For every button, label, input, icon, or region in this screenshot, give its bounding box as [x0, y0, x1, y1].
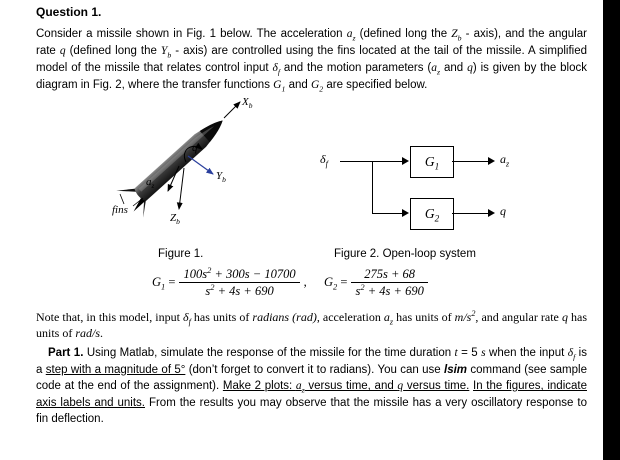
g2-fraction	[351, 267, 427, 299]
yb-axis-arrow	[188, 156, 213, 174]
equations-row	[36, 266, 587, 306]
az-output-label: $a_z$	[500, 152, 510, 169]
g2-block: $G_2$	[410, 198, 454, 230]
xb-axis-arrow	[224, 102, 240, 118]
zb-axis-arrow	[179, 168, 184, 209]
fins-pointer-line	[120, 194, 124, 204]
branch-line	[372, 161, 373, 213]
figure1-caption: Figure 1.	[158, 248, 204, 260]
note-paragraph: Note that, in this model, input $\delta_f$ has units of radians (rad), acceleration $a_z$ has units of $m/s^2$, and angular rate q has units of rad/s.	[36, 309, 587, 340]
g2-denominator: $s^2 + 4s + 690$	[355, 282, 424, 299]
figures-row	[36, 96, 587, 246]
equation-separator: ,	[303, 275, 307, 290]
signal-line	[340, 161, 402, 162]
intro-paragraph: Consider a missile shown in Fig. 1 below. The acceleration $a_z$ (defined long the $Z_b$ - axis), and the angular rate q (defined long the $Y_b$ - axis) are controlled using the fins located at the tail of the missile. A simplified model of the missile that relates control input $\delta_f$ and the motion parameters ($a_z$ and q) is given by the block diagram in Fig. 2, where the transfer functions $G_1$ and $G_2$ are specified below.	[36, 28, 587, 94]
g1-equation	[152, 264, 307, 299]
missile-illustration	[100, 96, 312, 246]
arrowhead-icon	[402, 209, 409, 217]
g1-lhs: $G_1$ =	[152, 275, 176, 292]
zb-axis-label: $Z_b$	[170, 212, 180, 227]
captions-row	[36, 248, 587, 264]
g1-fraction	[179, 264, 299, 299]
part1-paragraph: Part 1. Using Matlab, simulate the response of the missile for the time duration t = 5 s when the input $\delta_f$ is a step with a magnitude of 5° (don’t forget to convert it to radians). You can use lsim command (see sample code at the end of the assignment). Make 2 plots: $a_z$ versus time, and q versus time. In the figures, indicate axis labels and units. From the results you may observe that the missile has a very oscillatory response to fin deflection.	[36, 347, 587, 425]
g2-numerator: 275s + 68	[351, 267, 427, 283]
delta-f-input-label: $\delta_f$	[320, 152, 328, 169]
signal-line	[452, 161, 488, 162]
g1-numerator: $100s^2 + 300s - 10700$	[179, 267, 299, 283]
yb-axis-label: $Y_b$	[216, 170, 226, 185]
right-black-bar	[603, 0, 620, 460]
g2-equation	[324, 267, 428, 299]
missile-body	[116, 106, 236, 219]
fins-label: fins	[112, 204, 128, 216]
arrowhead-icon	[488, 157, 495, 165]
figure-2-block-diagram	[320, 140, 530, 244]
figure2-caption: Figure 2. Open-loop system	[334, 248, 476, 260]
signal-line	[372, 213, 402, 214]
az-label: $a_z$	[146, 176, 155, 191]
question-title: Question 1.	[36, 5, 102, 19]
g1-denominator: $s^2 + 4s + 690$	[205, 282, 274, 299]
xb-axis-label: $X_b$	[242, 96, 253, 111]
signal-line	[452, 213, 488, 214]
arrowhead-icon	[402, 157, 409, 165]
q-output-label: q	[500, 204, 506, 218]
g1-block: $G_1$	[410, 146, 454, 178]
arrowhead-icon	[488, 209, 495, 217]
q-rate-label: q	[192, 142, 198, 154]
g2-lhs: $G_2$ =	[324, 275, 348, 292]
figure-1	[100, 96, 312, 246]
